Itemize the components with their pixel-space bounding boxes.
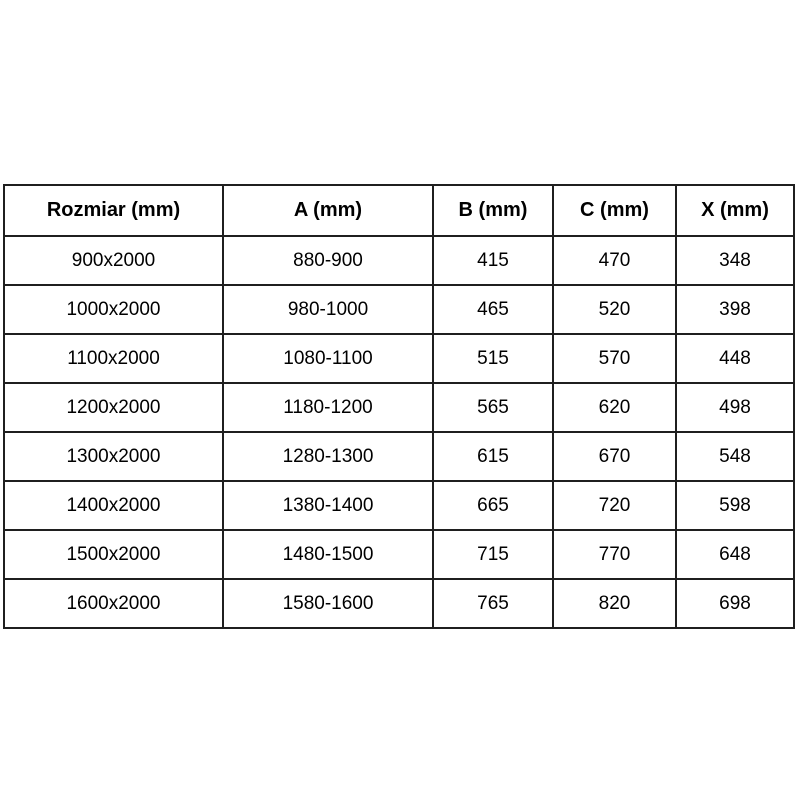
table-row	[4, 334, 794, 383]
size-cell: 1400x2000	[4, 481, 223, 530]
b-cell: 465	[433, 285, 553, 334]
c-cell: 470	[553, 236, 676, 285]
table-row	[4, 481, 794, 530]
header-row	[4, 185, 794, 236]
table-row	[4, 579, 794, 628]
c-cell: 720	[553, 481, 676, 530]
x-cell: 648	[676, 530, 794, 579]
c-cell: 570	[553, 334, 676, 383]
c-cell: 620	[553, 383, 676, 432]
x-cell: 698	[676, 579, 794, 628]
a-cell: 1080-1100	[223, 334, 433, 383]
size-cell: 1500x2000	[4, 530, 223, 579]
table-row	[4, 285, 794, 334]
column-header-rozmiar: Rozmiar (mm)	[4, 185, 223, 236]
a-cell: 1380-1400	[223, 481, 433, 530]
size-cell: 1200x2000	[4, 383, 223, 432]
a-cell: 980-1000	[223, 285, 433, 334]
column-header-c: C (mm)	[553, 185, 676, 236]
b-cell: 765	[433, 579, 553, 628]
x-cell: 398	[676, 285, 794, 334]
size-table	[3, 184, 795, 629]
table-row	[4, 530, 794, 579]
a-cell: 1180-1200	[223, 383, 433, 432]
c-cell: 520	[553, 285, 676, 334]
table-row	[4, 383, 794, 432]
b-cell: 715	[433, 530, 553, 579]
size-cell: 900x2000	[4, 236, 223, 285]
column-header-a: A (mm)	[223, 185, 433, 236]
b-cell: 415	[433, 236, 553, 285]
size-cell: 1000x2000	[4, 285, 223, 334]
size-cell: 1600x2000	[4, 579, 223, 628]
b-cell: 665	[433, 481, 553, 530]
column-header-b: B (mm)	[433, 185, 553, 236]
b-cell: 565	[433, 383, 553, 432]
c-cell: 820	[553, 579, 676, 628]
size-cell: 1100x2000	[4, 334, 223, 383]
a-cell: 1280-1300	[223, 432, 433, 481]
c-cell: 670	[553, 432, 676, 481]
a-cell: 880-900	[223, 236, 433, 285]
column-header-x: X (mm)	[676, 185, 794, 236]
a-cell: 1480-1500	[223, 530, 433, 579]
table-header	[4, 185, 794, 236]
table-body	[4, 236, 794, 628]
b-cell: 615	[433, 432, 553, 481]
size-cell: 1300x2000	[4, 432, 223, 481]
x-cell: 348	[676, 236, 794, 285]
b-cell: 515	[433, 334, 553, 383]
x-cell: 548	[676, 432, 794, 481]
x-cell: 498	[676, 383, 794, 432]
a-cell: 1580-1600	[223, 579, 433, 628]
c-cell: 770	[553, 530, 676, 579]
x-cell: 448	[676, 334, 794, 383]
x-cell: 598	[676, 481, 794, 530]
table-row	[4, 432, 794, 481]
table-row	[4, 236, 794, 285]
